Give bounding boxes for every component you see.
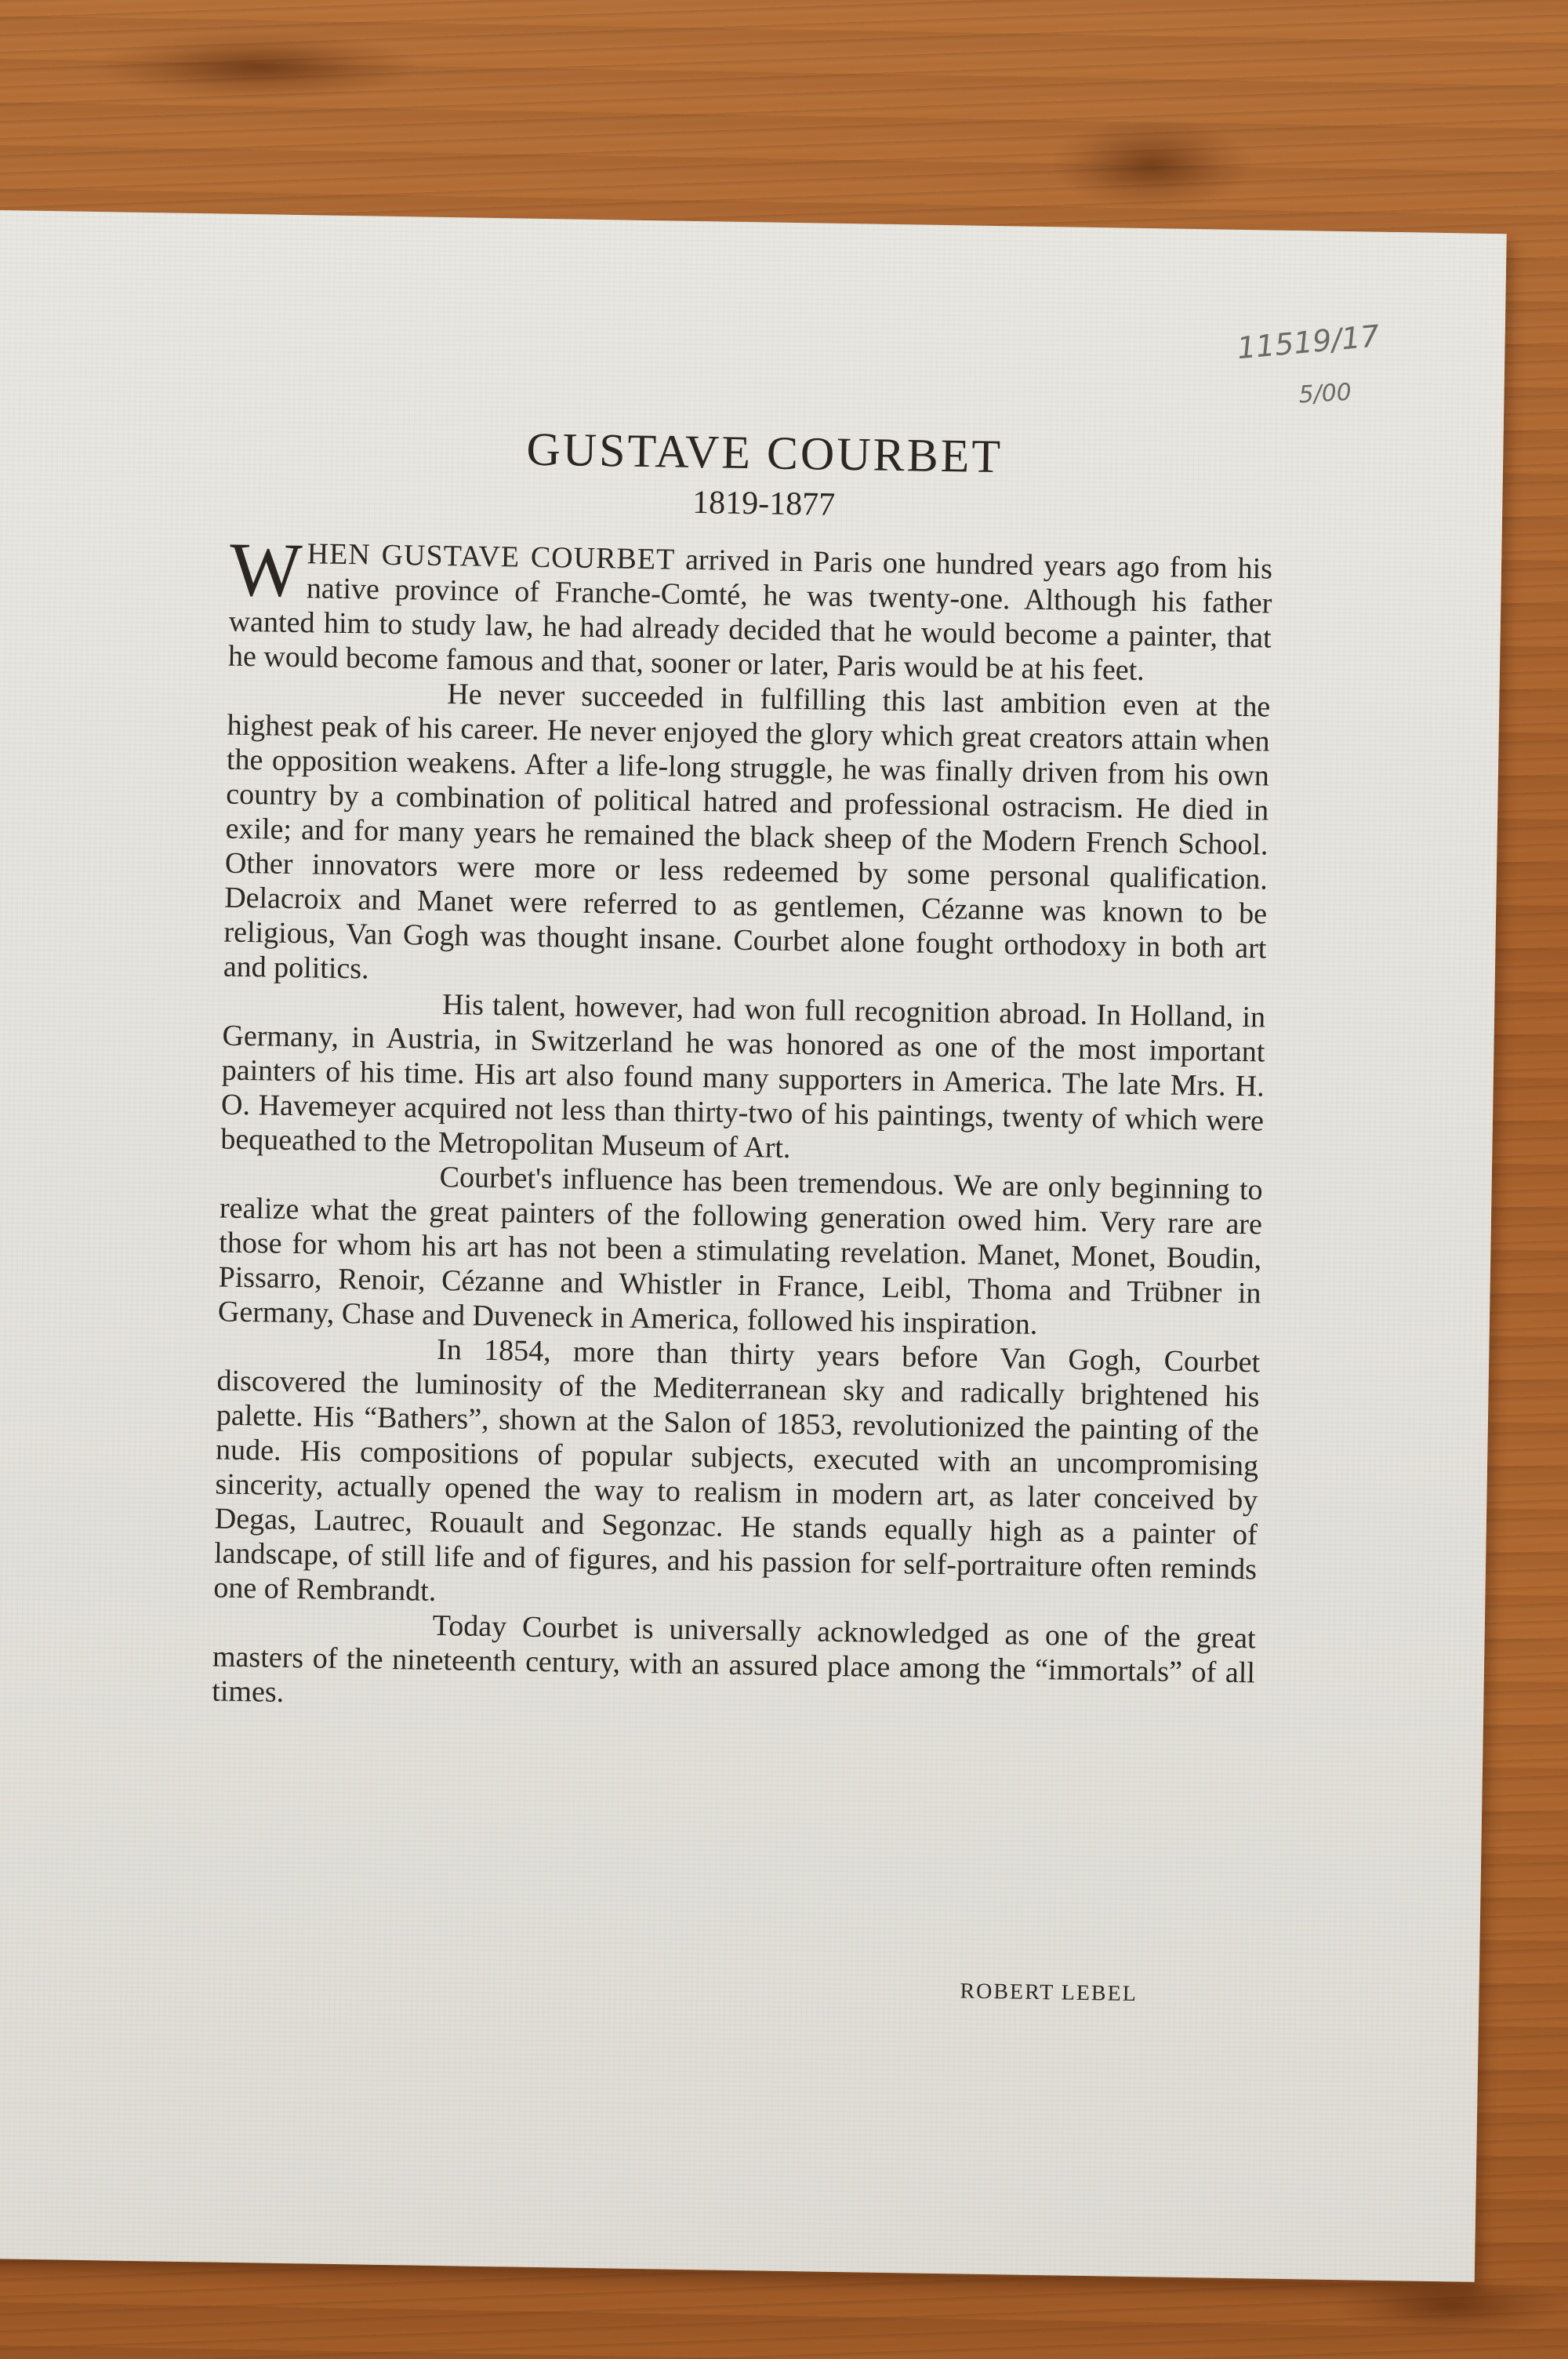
paragraph-1-text: arrived in Paris one hundred years ago from his native province of Franche-Comté, he was twenty-one. Although his father wanted him to study law, he had already decided that he would become a painter, that he would become famous and that, sooner or later, Paris would be at his feet. <box>227 543 1273 687</box>
wood-knot <box>94 31 423 102</box>
printed-sheet <box>0 210 1507 2282</box>
paragraph-1 <box>227 527 1273 690</box>
paragraph-5: In 1854, more than thirty years before Van Gogh, Courbet discovered the luminosity of the Mediterranean sky and radically brightened his palette. His “Bathers”, shown at the Salon of 1853, revolutionized the painting of the nude. His compositions of popular subjects, executed with an uncompromising sincerity, actually opened the way to realism in modern art, as later conceived by Degas, Lautrec, Rouault and Segonzac. He stands equally high as a painter of landscape, of still life and of figures, and his passion for self-portraiture often reminds one of Rembrandt. <box>213 1332 1261 1608</box>
article-dates: 1819-1877 <box>691 484 836 523</box>
paragraph-4: Courbet's influence has been tremendous. We are only beginning to realize what the great painters of the following generation owed him. Very rare are those for whom his art has not been a stimulating revelation. Manet, Monet, Boudin, Pissarro, Renoir, Cézanne and Whistler in France, Leibl, Thoma and Trübner in Germany, Chase and Duveneck in America, followed his inspiration. <box>217 1160 1263 1341</box>
article-title: GUSTAVE COURBET <box>526 423 1004 483</box>
wood-knot <box>1051 118 1254 212</box>
author-signature: ROBERT LEBEL <box>960 1979 1138 2007</box>
drop-cap: W <box>228 527 303 614</box>
wood-knot <box>1333 2274 1568 2337</box>
paragraph-2: He never succeeded in fulfilling this last ambition even at the highest peak of his career. He never enjoyed the glory which great creators attain when the opposition weakens. After a life-long struggle, he was finally driven from his own country by a combination of political hatred and professional ostracism. He died in exile; and for many years he remained the black sheep of the Modern French School. Other innovators were more or less redeemed by some personal qualification. Delacroix and Manet were referred to as gentlemen, Cézanne was known to be religious, Van Gogh was thought insane. Courbet alone fought orthodoxy in both art and politics. <box>223 678 1271 986</box>
handwritten-note-date: 5/00 <box>1298 378 1352 409</box>
paragraph-6: Today Courbet is universally acknowledged as one of the great masters of the nineteenth century, with an assured place among the “immortals” of all times. <box>212 1608 1256 1709</box>
paragraph-3: His talent, however, had won full recognition abroad. In Holland, in Germany, in Austria, in Switzerland he was honored as one of the most important painters of his time. His art also found many supporters in America. The late Mrs. H. O. Havemeyer acquired not less than thirty-two of his paintings, twenty of which were bequeathed to the Metropolitan Museum of Art. <box>220 987 1266 1165</box>
opening-words: HEN GUSTAVE COURBET <box>307 537 676 576</box>
handwritten-note-catalog: 11519/17 <box>1235 318 1381 366</box>
article-body <box>212 527 1273 1725</box>
